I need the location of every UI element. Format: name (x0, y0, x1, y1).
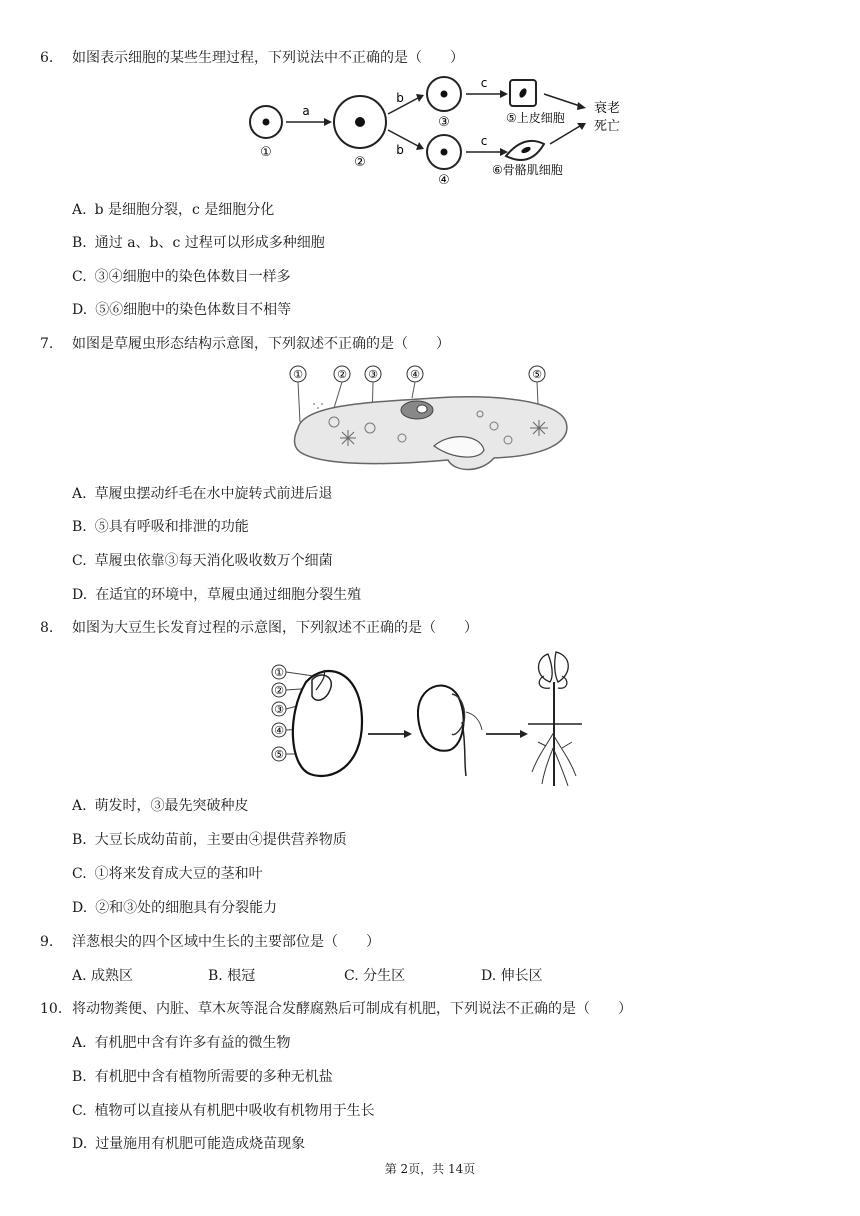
q6-option-c[interactable]: C. ③④细胞中的染色体数目一样多 (72, 269, 291, 285)
q10-option-b[interactable]: B. 有机肥中含有植物所需要的多种无机盐 (72, 1069, 333, 1085)
label-1: ① (293, 368, 303, 381)
paramecium-diagram (284, 364, 574, 476)
label-c-bottom: c (480, 134, 488, 148)
cell-process-diagram (244, 72, 644, 190)
q8-option-c[interactable]: C. ①将来发育成大豆的茎和叶 (72, 866, 263, 882)
q9-option-d[interactable]: D. 伸长区 (481, 968, 543, 984)
q7-option-d[interactable]: D. 在适宜的环境中，草履虫通过细胞分裂生殖 (72, 587, 362, 603)
label-5: ⑤ (274, 748, 284, 761)
question-7-stem (40, 334, 450, 354)
soybean-growth-diagram (266, 646, 606, 790)
label-3: ③ (368, 368, 378, 381)
label-3: ③ (274, 703, 284, 716)
label-1: ① (260, 145, 272, 160)
q10-option-d[interactable]: D. 过量施用有机肥可能造成烧苗现象 (72, 1136, 306, 1152)
question-number: 10. (40, 1001, 63, 1017)
label-c-top: c (480, 76, 488, 90)
question-6-stem (40, 48, 464, 68)
q8-option-d[interactable]: D. ②和③处的细胞具有分裂能力 (72, 900, 278, 916)
label-death: 死亡 (594, 119, 621, 134)
question-9-stem (40, 932, 380, 952)
q6-option-d[interactable]: D. ⑤⑥细胞中的染色体数目不相等 (72, 302, 292, 318)
label-4: ④ (274, 724, 284, 737)
label-6: ⑥骨骼肌细胞 (492, 163, 563, 177)
q10-option-a[interactable]: A. 有机肥中含有许多有益的微生物 (72, 1035, 291, 1051)
question-text: 洋葱根尖的四个区域中生长的主要部位是（ ） (72, 934, 380, 950)
q7-option-c[interactable]: C. 草履虫依靠③每天消化吸收数万个细菌 (72, 553, 333, 569)
label-5: ⑤上皮细胞 (506, 111, 565, 125)
q7-option-b[interactable]: B. ⑤具有呼吸和排泄的功能 (72, 519, 249, 535)
label-b-bottom: b (396, 143, 404, 157)
q6-option-a[interactable]: A. b 是细胞分裂，c 是细胞分化 (72, 202, 275, 218)
label-1: ① (274, 666, 284, 679)
q9-option-b[interactable]: B. 根冠 (208, 968, 256, 984)
question-number: 6. (40, 50, 54, 66)
question-text: 将动物粪便、内脏、草木灰等混合发酵腐熟后可制成有机肥，下列说法不正确的是（ ） (72, 1001, 632, 1017)
question-number: 9. (40, 934, 54, 950)
label-aging: 衰老 (594, 101, 621, 116)
question-text: 如图表示细胞的某些生理过程，下列说法中不正确的是（ ） (72, 50, 464, 66)
label-b-top: b (396, 91, 404, 105)
question-10-stem (40, 999, 632, 1019)
label-2: ② (354, 155, 366, 170)
question-number: 7. (40, 336, 54, 352)
q7-option-a[interactable]: A. 草履虫摆动纤毛在水中旋转式前进后退 (72, 486, 333, 502)
label-2: ② (337, 368, 347, 381)
q8-option-a[interactable]: A. 萌发时，③最先突破种皮 (72, 798, 249, 814)
label-5: ⑤ (532, 368, 542, 381)
question-text: 如图是草履虫形态结构示意图，下列叙述不正确的是（ ） (72, 336, 450, 352)
label-4: ④ (410, 368, 420, 381)
q9-option-c[interactable]: C. 分生区 (344, 968, 406, 984)
question-8-stem (40, 618, 478, 638)
label-2: ② (274, 684, 284, 697)
label-4: ④ (438, 173, 450, 188)
label-3: ③ (438, 115, 450, 130)
question-text: 如图为大豆生长发育过程的示意图，下列叙述不正确的是（ ） (72, 620, 478, 636)
page-footer: 第 2页，共 14页 (384, 1162, 476, 1176)
q6-option-b[interactable]: B. 通过 a、b、c 过程可以形成多种细胞 (72, 235, 325, 251)
question-number: 8. (40, 620, 54, 636)
q9-option-a[interactable]: A. 成熟区 (72, 968, 134, 984)
q8-option-b[interactable]: B. 大豆长成幼苗前，主要由④提供营养物质 (72, 832, 347, 848)
q10-option-c[interactable]: C. 植物可以直接从有机肥中吸收有机物用于生长 (72, 1103, 375, 1119)
label-a: a (302, 104, 310, 118)
